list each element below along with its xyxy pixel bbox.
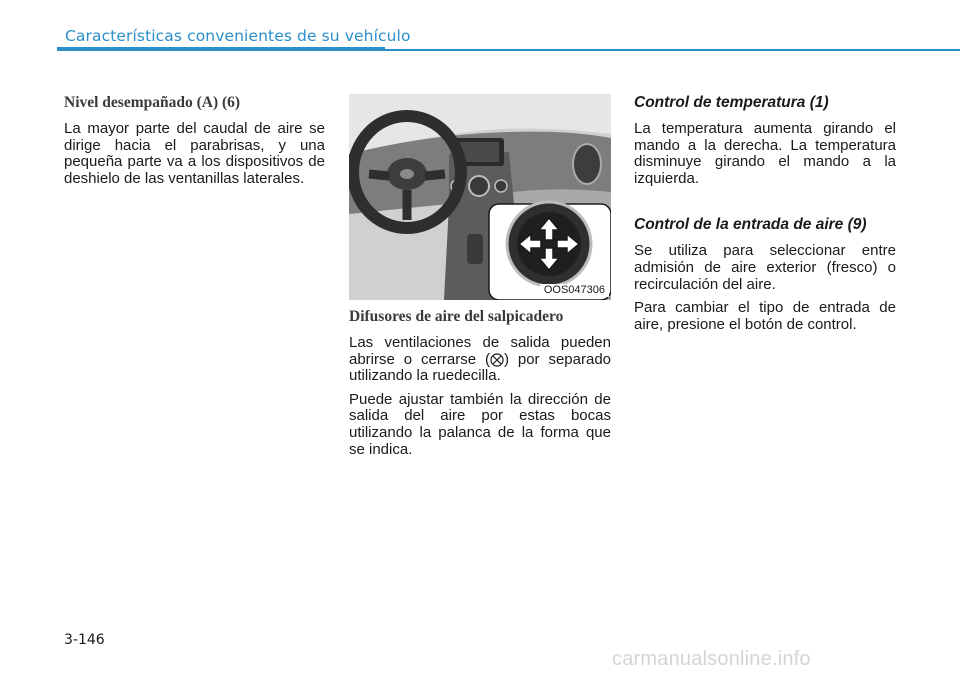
watermark: carmanualsonline.info: [612, 648, 811, 670]
column-middle: [349, 94, 611, 465]
air-intake-heading: Control de la entrada de aire (9): [634, 216, 867, 234]
vents-direction-text: Puede ajustar también la dirección de salida del aire por estas bocas utilizando la palanca de la forma que se indica.: [349, 390, 611, 458]
defrost-level-heading: Nivel desempañado (A) (6): [64, 94, 241, 111]
air-intake-button-text: Para cambiar el tipo de entrada de aire, presione el botón de control.: [634, 299, 896, 333]
figure-code: OOS047306: [540, 284, 609, 297]
vents-open-close-text: Las ventilaciones de salida pueden abrirse o cerrarse ( ) por separado utilizando la ruedecilla.: [349, 334, 612, 385]
column-left: [64, 94, 325, 194]
header-rule: [385, 49, 960, 51]
temperature-control-heading: Control de temperatura (1): [634, 94, 829, 111]
temperature-control-text: La temperatura aumenta girando el mando a la derecha. La temperatura disminuye girando el mando a la izquierda.: [634, 120, 896, 187]
header-rule-accent: [57, 47, 385, 51]
dashboard-vents-heading: Difusores de aire del salpicadero: [349, 308, 564, 325]
section-title: Características convenientes de su vehículo: [65, 27, 411, 45]
dashboard-illustration: [349, 94, 611, 300]
air-intake-text: Se utiliza para seleccionar entre admisión de aire exterior (fresco) o recirculación del aire.: [634, 242, 896, 293]
dashboard-vent-figure: [349, 94, 611, 300]
vent-closed-icon: [490, 353, 504, 367]
defrost-level-text: La mayor parte del caudal de aire se dirige hacia el parabrisas, y una pequeña parte va a los dispositivos de deshielo de las ventanillas laterales.: [64, 120, 325, 187]
column-right: [634, 94, 896, 340]
page-number: 3-146: [64, 632, 105, 648]
